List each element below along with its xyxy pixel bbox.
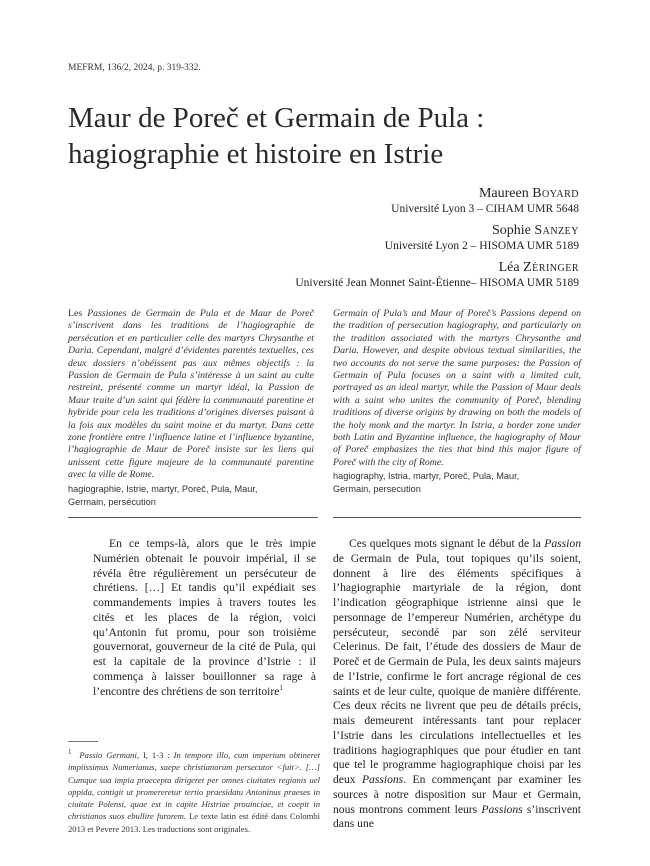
footnote-marker: 1 (279, 683, 283, 692)
author-first-name: Léa (498, 260, 520, 275)
abstract-divider-right (333, 517, 581, 518)
abstract-french (68, 308, 314, 482)
abstract-lead-word: Les (68, 308, 83, 319)
title-line-1: Maur de Poreč et Germain de Pula : (68, 102, 485, 134)
author-name (391, 186, 579, 202)
author-name (385, 223, 579, 239)
author-affiliation: Université Jean Monnet Saint-Étienne– HISOMA UMR 5189 (295, 277, 579, 289)
author-name (295, 260, 579, 276)
keywords-french-line-2: Germain, persécution (68, 496, 156, 507)
body-text: s’inscrivent dans une (333, 802, 582, 831)
abstract-english: Germain of Pula’s and Maur of Poreč’s Passions depend on the tradition of persecution hagiography, and particularly on the tradition associated with the martyrs Chrysanthe and Daria. However, and despite obvious textual similarities, the two accounts do not serve the same purposes: the Passion of Germain of Pula focuses on a saint with a limited cult, portrayed as an ideal martyr, while the Passion of Maur deals with a saint who unites the community of Poreč, blending traditions of diverse origins by drawing on both the models of the holy monk and the martyr. In Istria, a border zone under both Latin and Byzantine influence, the hagiography of Maur of Poreč emphasizes the ties that bind this major figure of Poreč with the city of Rome. (333, 308, 581, 468)
author-3 (295, 260, 579, 289)
keywords-english-line-2: Germain, persecution (333, 483, 421, 494)
abstract-french-body: Passiones de Germain de Pula et de Maur de Poreč s’inscrivent dans les traditions de l’hagiographie de persécution et en particulier celle des martyrs Chrysanthe et Daria. Cependant, malgré d’évidentes parentés textuelles, ces deux dossiers n’obéissent pas aux mêmes objectifs : la Passion de Germain de Pula s’intéresse à un saint au culte restreint, présenté comme un martyr idéal, la Passion de Maur traite d’un saint qui fédère la communauté parentine et hybride pour cela les traditions d’origines diverses puisant à la fois aux modèles du saint moine et du martyr. Dans cette zone frontière entre l’influence latine et l’influence byzantine, l’hagiographie de Maur de Poreč insiste sur les liens qui unissent cette figure majeure de la communauté parentine avec la ville de Rome. (68, 308, 314, 481)
footnote (68, 749, 320, 835)
body-paragraph (333, 537, 581, 832)
author-last-name: Boyard (532, 186, 579, 201)
author-affiliation: Université Lyon 2 – HISOMA UMR 5189 (384, 240, 579, 252)
footnote-source: Passio Germani (79, 750, 137, 760)
title-line-2: hagiographie et histoire en Istrie (68, 138, 444, 170)
epigraph-quotation (93, 537, 316, 699)
abstract-divider-left (68, 517, 318, 518)
body-emphasis: Passions (361, 773, 404, 786)
author-1 (391, 186, 579, 215)
keywords-french-line-1: hagiographie, Istrie, martyr, Poreč, Pula, Maur, (68, 484, 258, 494)
keywords-english (333, 470, 583, 495)
author-last-name: Zéringer (523, 260, 579, 275)
keywords-french (68, 483, 318, 508)
body-text: de Germain de Pula, tout topiques qu’ils soient, donnent à lire des éléments spécifiques à l’hagiographie martyriale de la région, dont l’indication géographique istrienne ainsi que le personnage de l’empereur Numérien, archétype du persécuteur, secondé par son zélé serviteur Celerinus. De fait, l’étude des dossiers de Maur de Poreč et de Germain de Pula, les deux saints majeurs de l’Istrie, confirme le fort ancrage régional de ces saints et de leur culte, quoique de manière différente. Ces deux récits ne livrent que peu de détails précis, mais demeurent intéressants tant pour replacer l’Istrie dans les circulations intellectuelles et les traditions hagiographiques que pour étudier en tant que tel le programme hagiographique choisi par les deux (333, 551, 581, 786)
keywords-english-line-1: hagiography, Istria, martyr, Poreč, Pula, Maur, (333, 471, 520, 481)
journal-reference: MEFRM, 136/2, 2024, p. 319-332. (68, 63, 201, 73)
body-emphasis: Passions (481, 802, 523, 816)
body-text: Ces quelques mots signant le début de la (349, 537, 541, 550)
author-first-name: Maureen (478, 186, 529, 201)
quotation-text: En ce temps-là, alors que le très impie Numérien obtenait le pouvoir impérial, il se révéla être régulièrement un persécuteur de chrétiens. […] Et tandis qu’il expédiait ses commandements impies à travers toutes les cités et les places de la région, voici qu’Antonin fut promu, pour son troisième gouvernorat, gouverneur de la cité de Pula, qui est la capitale de la province d’Istrie : il commença à laisser bouillonner sa rage à l’encontre des chrétiens de son territoire (93, 537, 316, 698)
footnote-number: 1 (68, 748, 72, 757)
footnote-tail: Le texte latin est édité dans Colombi 2013 et Pevere 2013. Les traductions sont originales. (68, 811, 320, 834)
author-first-name: Sophie (491, 223, 531, 238)
author-last-name: Sanzey (534, 223, 579, 238)
footnote-latin: In tempore illo, cum imperium obtineret impiissimus Numerianus, saepe christianorum persecutor <fuit>. […] Cumque sua impia praecepta dirigeret per omnes ciuitates regionis uel oppida, contigit ut promereretur tertio praesidatu Antoninus praeses in ciuitate Polensi, quae est in capite Histriae prouinciae, et coepit in christianos suos ebullire furorem. (68, 750, 320, 822)
footnote-rule (68, 741, 98, 742)
article-title (68, 100, 598, 172)
author-2 (385, 223, 579, 252)
body-text: . En commençant par examiner les sources à notre disposition sur Maur et Germain, nous montrons comment leurs (333, 773, 581, 816)
body-emphasis: Passion (544, 537, 581, 550)
footnote-ref: , I, 1-3 : (136, 750, 170, 760)
author-affiliation: Université Lyon 3 – CIHAM UMR 5648 (391, 203, 579, 215)
